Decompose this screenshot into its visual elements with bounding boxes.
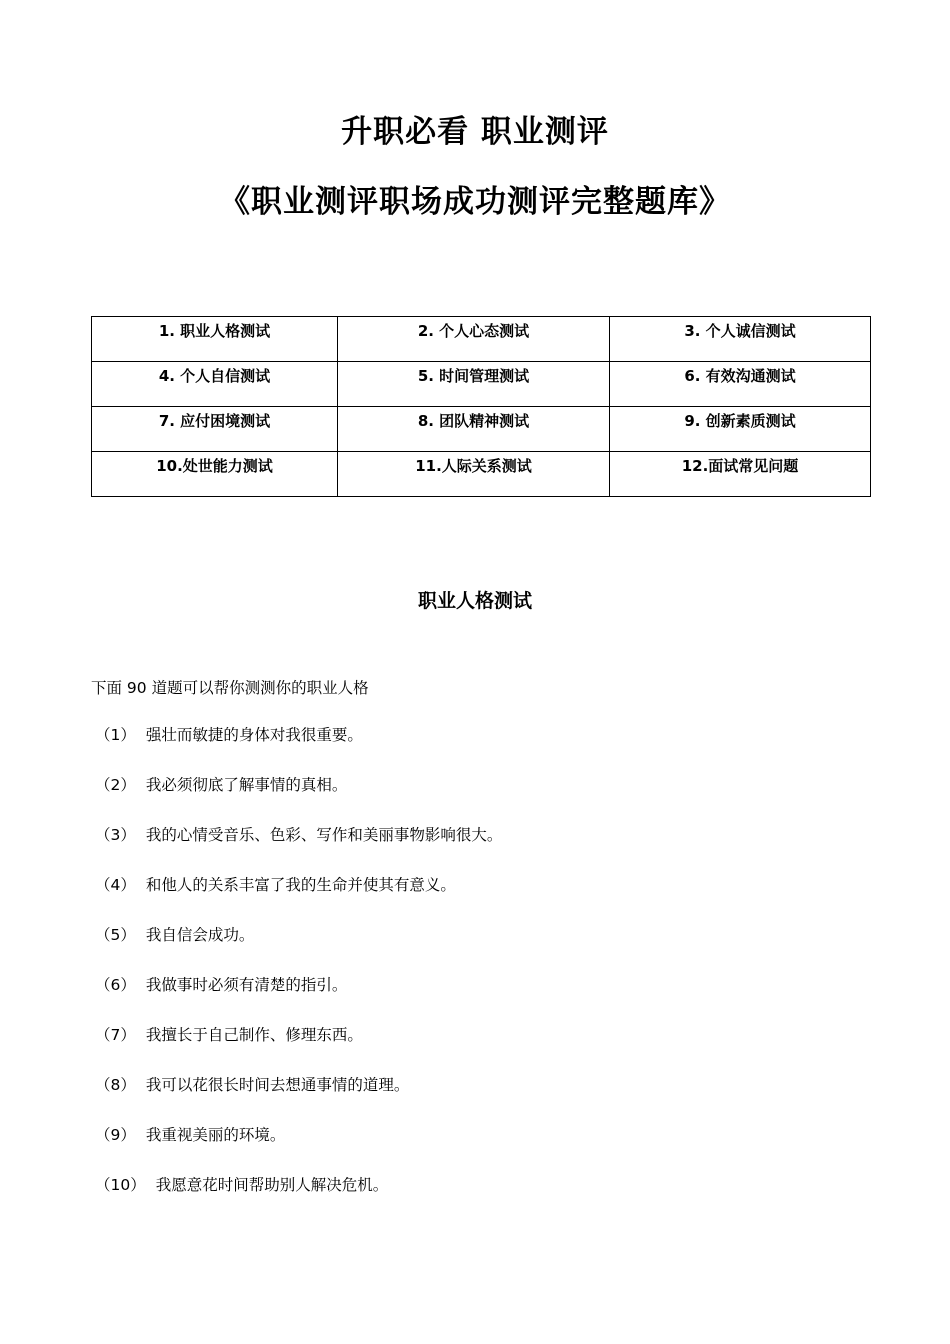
- question-text: 我必须彻底了解事情的真相。: [145, 776, 348, 794]
- question-number: （3）: [95, 826, 136, 844]
- test-index-table: [91, 316, 871, 497]
- question-list: [95, 724, 502, 1224]
- table-row: [92, 317, 871, 362]
- table-cell: 11.人际关系测试: [338, 452, 610, 497]
- question-text: 我自信会成功。: [145, 926, 255, 944]
- question-text: 强壮而敏捷的身体对我很重要。: [145, 726, 363, 744]
- question-text: 我愿意花时间帮助别人解决危机。: [155, 1176, 389, 1194]
- question-number: （4）: [95, 876, 136, 894]
- table-cell: 6. 有效沟通测试: [610, 362, 871, 407]
- section-heading: 职业人格测试: [417, 590, 532, 612]
- question-item: [95, 724, 502, 774]
- question-text: 我重视美丽的环境。: [145, 1126, 286, 1144]
- question-number: （7）: [95, 1026, 136, 1044]
- question-number: （9）: [95, 1126, 136, 1144]
- question-text: 我的心情受音乐、色彩、写作和美丽事物影响很大。: [145, 826, 503, 844]
- question-item: [95, 1024, 502, 1074]
- table-cell: 1. 职业人格测试: [92, 317, 338, 362]
- table-cell: 2. 个人心态测试: [338, 317, 610, 362]
- question-text: 和他人的关系丰富了我的生命并使其有意义。: [145, 876, 456, 894]
- question-text: 我做事时必须有清楚的指引。: [145, 976, 348, 994]
- question-item: [95, 1174, 502, 1224]
- table-row: [92, 362, 871, 407]
- question-item: [95, 774, 502, 824]
- question-item: [95, 974, 502, 1024]
- table-row: [92, 452, 871, 497]
- question-number: （8）: [95, 1076, 136, 1094]
- table-cell: 8. 团队精神测试: [338, 407, 610, 452]
- table-cell: 5. 时间管理测试: [338, 362, 610, 407]
- table-row: [92, 407, 871, 452]
- question-item: [95, 824, 502, 874]
- table-cell: 4. 个人自信测试: [92, 362, 338, 407]
- table-cell: 10.处世能力测试: [92, 452, 338, 497]
- question-number: （10）: [95, 1176, 146, 1194]
- question-item: [95, 1124, 502, 1174]
- question-number: （2）: [95, 776, 136, 794]
- document-title-line2: 《职业测评职场成功测评完整题库》: [219, 184, 731, 220]
- question-item: [95, 874, 502, 924]
- table-cell: 12.面试常见问题: [610, 452, 871, 497]
- section-intro: 下面 90 道题可以帮你测测你的职业人格: [91, 679, 369, 697]
- table-cell: 9. 创新素质测试: [610, 407, 871, 452]
- question-item: [95, 924, 502, 974]
- question-number: （5）: [95, 926, 136, 944]
- question-item: [95, 1074, 502, 1124]
- table-cell: 7. 应付困境测试: [92, 407, 338, 452]
- table-cell: 3. 个人诚信测试: [610, 317, 871, 362]
- question-text: 我擅长于自己制作、修理东西。: [145, 1026, 363, 1044]
- document-title-line1: 升职必看 职业测评: [341, 114, 609, 150]
- question-text: 我可以花很长时间去想通事情的道理。: [145, 1076, 410, 1094]
- question-number: （6）: [95, 976, 136, 994]
- question-number: （1）: [95, 726, 136, 744]
